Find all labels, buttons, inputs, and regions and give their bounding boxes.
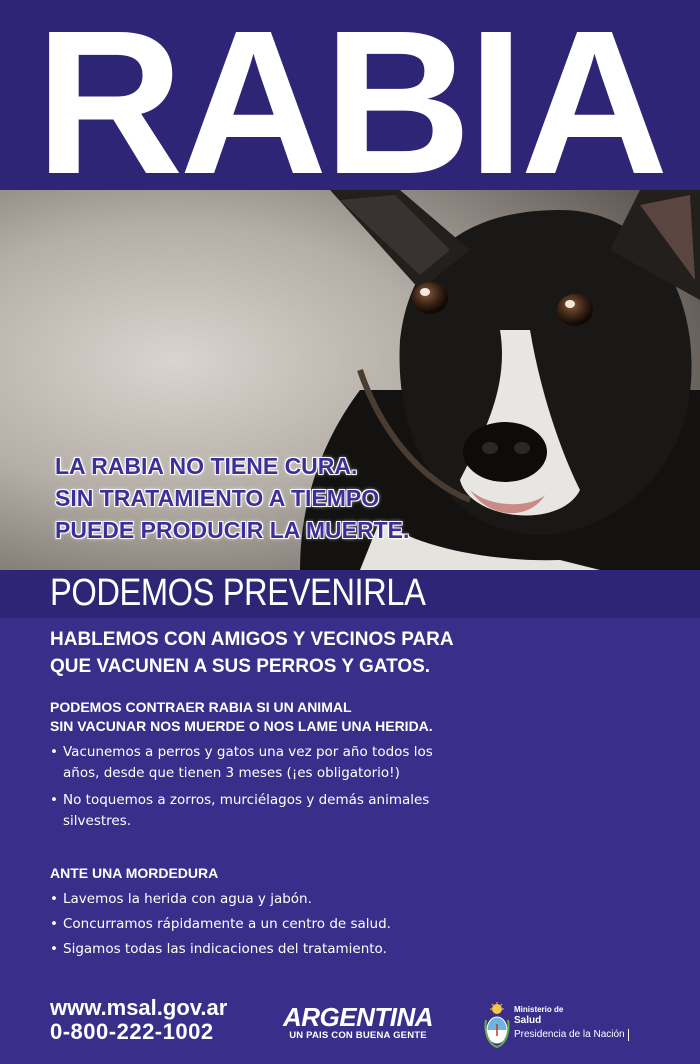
list-item: [50, 790, 650, 832]
argentina-logo-name: ARGENTINA: [282, 1002, 434, 1032]
list-item-line: silvestres.: [63, 813, 132, 829]
list-item-line: Vacunemos a perros y gatos una vez por año todos los: [63, 744, 433, 760]
bite-list: [50, 889, 650, 960]
prevention-section: [50, 698, 650, 838]
list-item-line: Concurramos rápidamente a un centro de salud.: [63, 916, 391, 932]
warning-line-1: LA RABIA NO TIENE CURA.: [55, 453, 358, 479]
prevention-heading: [50, 698, 650, 736]
bullet-icon: •: [50, 792, 58, 808]
list-item: [50, 889, 650, 910]
warning-line-3: PUEDE PRODUCIR LA MUERTE.: [55, 517, 410, 543]
prevention-heading-line-1: PODEMOS CONTRAER RABIA SI UN ANIMAL: [50, 699, 352, 715]
bullet-icon: •: [50, 916, 58, 932]
warning-message: [55, 450, 575, 546]
list-item: [50, 914, 650, 935]
warning-line-2: SIN TRATAMIENTO A TIEMPO: [55, 485, 380, 511]
bite-heading: ANTE UNA MORDEDURA: [50, 865, 219, 881]
lead-text: [50, 626, 660, 680]
prevention-heading-line-2: SIN VACUNAR NOS MUERDE O NOS LAME UNA HERIDA.: [50, 718, 433, 734]
ministry-line-2: Salud: [514, 1015, 542, 1026]
argentina-coat-of-arms-icon: [484, 1002, 510, 1048]
lead-line-1: HABLEMOS CON AMIGOS Y VECINOS PARA: [50, 629, 454, 650]
list-item: [50, 939, 650, 960]
bite-section: [50, 864, 650, 964]
ministry-line-1: Ministerio de: [514, 1005, 564, 1014]
title-band: [0, 0, 700, 190]
bullet-icon: •: [50, 744, 58, 760]
ministry-line-3: Presidencia de la Nación: [514, 1029, 629, 1041]
phone-number[interactable]: 0-800-222-1002: [50, 1019, 214, 1044]
bullet-icon: •: [50, 941, 58, 957]
ministry-logo: [484, 1002, 684, 1048]
list-item-line: años, desde que tienen 3 meses (¡es obligatorio!): [63, 765, 400, 781]
prevention-list: [50, 742, 650, 832]
argentina-logo-tagline: UN PAIS CON BUENA GENTE: [289, 1030, 427, 1041]
list-item: [50, 742, 650, 784]
list-item-line: No toquemos a zorros, murciélagos y demás animales: [63, 792, 430, 808]
list-item-line: Sigamos todas las indicaciones del tratamiento.: [63, 941, 387, 957]
bullet-icon: •: [50, 891, 58, 907]
list-item-line: Lavemos la herida con agua y jabón.: [63, 891, 312, 907]
lead-line-2: QUE VACUNEN A SUS PERROS Y GATOS.: [50, 656, 431, 677]
subheading: PODEMOS PREVENIRLA: [50, 572, 426, 614]
website-link[interactable]: www.msal.gov.ar: [50, 995, 228, 1020]
poster-title: RABIA: [35, 0, 665, 190]
argentina-logo: [272, 1004, 444, 1042]
